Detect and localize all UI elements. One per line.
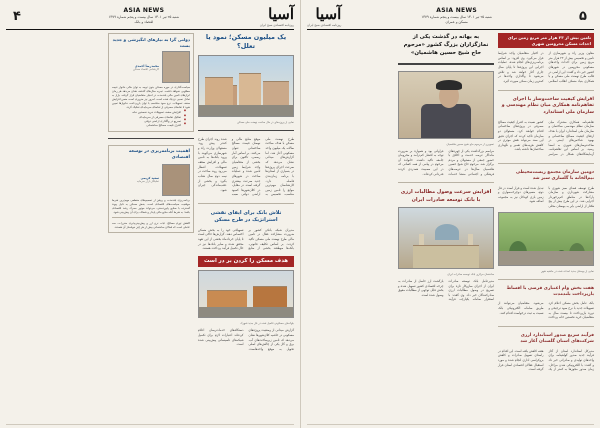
opinion2-author: سعید کریمی [140, 176, 159, 181]
masthead-left [307, 5, 594, 30]
center-main-body: مراسم بزرگداشت یکی از چهره‌های ماندگار عرصه خدمت و اخلاق با حضور جمعی از مسئولان و مردم برگزار شد. مرحوم حاج شیخ حسین هاشمیان سال‌ها در عرصه‌های فرهنگی و اجتماعی منشا خدمات فراوانی بود و همواره بر ضرورت توجه به اقشار کم‌درآمد و محرومان جامعه تاکید داشت. خانواده آن مرحوم در پیامی از همه کسانی که در این مصیبت همدردی کردند قدردانی کرده‌اند. [398, 148, 494, 176]
left-photo-caption: نمایی از بوستان جدید احداث شده در حاشیه شهر [541, 269, 594, 273]
left-story4-body: بانک عامل بخش مسکن اعلام کرد تسهیلات جدید با نرخ سود ترجیحی و دوره بازپرداخت تا بیست سال به متقاضیان خرید نخستین خانه پرداخت می‌شود. متقاضیان می‌توانند از طریق سامانه الکترونیکی بانک نسبت به ثبت درخواست اقدام کنند. [498, 301, 594, 320]
opinion1-points [112, 110, 186, 127]
issue-line-left: شنبه ۲۵ تیر ۱۴۰۱ سال بیست و پنجم شماره ۱۳۷۹ [421, 15, 492, 20]
hero-photo [198, 55, 294, 117]
left-top-red-headline: تامین بیش از ۲۳ هزار متر مربع زمین برای احداث مسکن محرومین شهری [498, 33, 594, 48]
issue-line-right: شنبه ۲۵ تیر ۱۴۰۱ سال بیست و پنجم شماره ۱۳۷۹ [108, 15, 180, 20]
center-second-body: مدیرعامل بانک توسعه صادرات ایران از اجرای سازوکار تازه برای تسریع در وصول مطالبات ارزی صادرکنندگان خبر داد. وی گفت: با استقرار سامانه یکپارچه، فرآیند بازگشت ارز حاصل از صادرات به چرخه اقتصادی کشور تسهیل شده و بخش قابل توجهی از مطالبات معوق وصول شده است. [398, 278, 494, 302]
page-number-left: ۵ [579, 8, 587, 24]
hero-body: طرح نهضت ملی مسکن با هدف ساخت سالانه یک میلیون واحد مسکونی آغاز شد، اما گزارش‌های میدانی نشان می‌دهد که سرعت اجرای پروژه‌ها در بسیاری از استان‌ها با برنامه زمان‌بندی فاصله دارد. کارشناسان مهم‌ترین موانع را تامین زمین مناسب، تخصیص به موقع منابع مالی و نوسان قیمت مصالح ساختمانی عنوان می‌کنند. بر اساس آمار رسمی، تاکنون برای بخشی از متقاضیان واجد شرایط زمین تامین شده و عملیات ساخت در شهرهای جدید سرعت بیشتری گرفته است. در مقابل، در کلان‌شهرها کمبود اراضی دولتی سبب شده روند اجرای طرح کندتر پیش رود. مسئولان وزارت راه و شهرسازی می‌گویند با ورود بانک‌ها به تامین مالی و افزایش سقف تسهیلات، انتظار می‌رود روند ساخت در نیمه دوم سال شتاب بگیرد و بخشی از عقب‌ماندگی جبران شود. [198, 136, 294, 197]
brand-left: ASIA NEWS [436, 7, 477, 15]
section-left: مسکن و عمران [445, 20, 468, 25]
right-bottom-body: گزارش میدانی از وضعیت پروژه‌های مسکونی در حاشیه کلان‌شهرها نشان می‌دهد که تامین زیرساخت‌های آب، برق و گاز یکی از چالش‌های اصلی تحویل به موقع واحدهاست. دستگاه‌های خدمات‌رسان اعلام کرده‌اند اعتبارات لازم برای تکمیل شبکه‌های تاسیساتی پیش‌بینی شده است. [198, 328, 294, 351]
center-photo-caption: تصویری از مرحوم حاج شیخ حسین هاشمیان [446, 142, 494, 146]
opinion1-avatar [162, 51, 190, 83]
center-col [398, 33, 494, 428]
section-right: اقتصاد و بانک [134, 20, 154, 25]
opinion2-byline [112, 164, 190, 196]
right-bottom-photo [198, 270, 294, 318]
left-grid [307, 33, 594, 428]
opinion1-body: سیاست‌گذاری در حوزه مسکن بدون توجه به توان مالی خانوار نتیجه مطلوبی نخواهد داشت. تجربه سال‌های گذشته نشان می‌دهد هر زمان ابزارهای تامین مالی بلندمدت در اختیار متقاضیان قرار گرفته، بازار به تعادل نسبی نزدیک شده است. امروز نیز ضروری است ضمن افزایش سقف تسهیلات، نرخ سود متناسب با توان بازپرداخت خانوارها تعیین شود تا تقاضای مصرفی از تقاضای سرمایه‌ای تفکیک گردد. [112, 85, 190, 110]
left-top-body: معاون وزیر راه و شهرسازی از تامین و تخصیص بیش از ۲۳ هزار متر مربع زمین برای احداث واحدهای مسکونی محرومین در شهرهای کشور خبر داد و گفت: این اراضی در قالب طرح نهضت ملی مسکن و با همکاری بنیاد مسکن انقلاب اسلامی در اختیار متقاضیان واجد شرایط قرار می‌گیرد. وی افزود: بر اساس برنامه‌ریزی‌های انجام شده، عملیات اجرایی این پروژه‌ها تا پایان سال جاری آغاز خواهد شد و تلاش می‌شود تا واگذاری واحدها در کمترین زمان ممکن صورت گیرد. [498, 51, 594, 84]
opinion2-avatar [162, 164, 190, 196]
opinion2-body: برنامه‌ریزی بلندمدت و پرهیز از تصمیم‌های مقطعی مهم‌ترین شرط موفقیت سیاست‌های اقتصادی است. بخش مسکن به دلیل پیوند گسترده با صنایع پایین‌دستی، می‌تواند موتور محرک رشد اقتصادی باشد؛ به شرط آنکه منابع مالی پایدار و شفاف برای آن پیش‌بینی شود. [112, 197, 190, 214]
opinion2-box [108, 145, 194, 233]
hero-photo-caption: نمایی از پروژه‌های در حال ساخت نهضت ملی مسکن [237, 120, 294, 124]
center-second-title: افزایش سرعت وصول مطالبات ارزی با بانک توسعه صادرات ایران [400, 189, 492, 203]
paper-sub-left: روزنامه اقتصادی صبح ایران [307, 23, 342, 27]
right-bottom-caption: بلوک‌های مسکونی تکمیل شده در فاز جدید شهرک [240, 322, 294, 326]
brand-right: ASIA NEWS [123, 7, 165, 15]
masthead-info-left [341, 7, 572, 24]
paper-sub-right: روزنامه اقتصادی صبح ایران [259, 23, 294, 27]
right-story2-title: تلاش بانک برای ایفای نقشی استراتژیک در طرح مسکن [210, 210, 282, 224]
opinion1-byline [112, 51, 190, 83]
masthead-right [6, 5, 294, 30]
masthead-info-right [28, 7, 260, 24]
right-hero-col [198, 33, 294, 428]
paper-logo-right: آسیا روزنامه اقتصادی صبح ایران [259, 5, 294, 27]
left-story2-body: تفاهم‌نامه همکاری مشترک میان سازمان نظام مهندسی ساختمان و سازمان ملی استاندارد ایران با هدف ارتقای کیفیت مصالح ساختمانی و بهبود شاخص‌های ایمنی در ساخت‌وسازهای شهری به امضا رسید. بر اساس این تفاهم‌نامه، آزمایشگاه‌های همکار در سراسر کشور نسبت به کنترل کیفیت مصالح مصرفی در پروژه‌های ساختمانی اقدام خواهند کرد. مسئولان دو سازمان تاکید کردند که اجرای دقیق این سند می‌تواند نقش موثری در کاهش هزینه‌های تعمیر و نگهداری ساختمان‌ها داشته باشد. [498, 119, 594, 157]
opinion1-title: دولتی گرا به نیازهای انگیزشی و جدید بست [112, 37, 190, 49]
left-story5-title: فرآیند سریع صدور استاندارد ارزی شرکت‌های استان گلستان آغاز شد [520, 333, 594, 345]
paper-logo-left: آسیا روزنامه اقتصادی صبح ایران [307, 5, 342, 27]
opinion2-title: اهمیت برنامه‌ریزی در توسعه اقتصادی [128, 148, 190, 161]
left-story4-title: هفت بخش وام اعتباری قرضی با اقساط بازپرداخت بلندمدت [506, 285, 594, 298]
left-story2-title: افزایش کیفیت ساخت‌وساز با اجرای تفاهم‌نامه همکاری میان نظام مهندسی و سازمان ملی استاندارد [501, 96, 594, 115]
hero-title: یک میلیون مسکن؛ نمود یا تعلل؟ [205, 33, 287, 51]
left-col-outer [498, 33, 594, 428]
center-portrait-photo [398, 71, 494, 139]
opinion-col [108, 33, 194, 428]
opinion1-box [108, 33, 194, 132]
list-item: ■ تفکیک تقاضای مصرفی از سرمایه‌ای [112, 115, 186, 119]
opinion2-body2: کاهش تورم مصالح، ثبات نرخ ارز و پیش‌بینی‌پذیری مقررات، سه عاملی است که فعالان ساختمانی بیش از هر چیز خواستار آن هستند. [112, 220, 190, 229]
center-main-title: به بهانه در گذشت یکی از نمازگزاران بزرگ کشور «مرحوم حاج شیخ حسین هاشمیان» [403, 34, 489, 57]
opinion1-author: محمدرضا احمدی [134, 63, 159, 68]
opinion1-role: کارشناس اقتصاد مسکن [133, 67, 159, 71]
center-mosque-photo [398, 207, 494, 269]
left-story3-title: دومین سازمان مجتمع زیست‌محیطی نیم‌الخانه با گلسازی سبز شد [516, 169, 594, 182]
opinion2-role: تحلیلگر بازار سرمایه [136, 180, 159, 184]
left-story3-body: طرح توسعه فضای سبز شهری با مشارکت شهرداری و سازمان پارک‌ها در مناطق کم‌برخوردار اجرایی شد. در این طرح بیش از پنج هکتار از اراضی بایر به بوستان محلی تبدیل شده است و قرار است در فاز دوم، مسیرهای دوچرخه‌سواری و زمین بازی کودکان نیز به مجموعه اضافه شود. [498, 185, 594, 209]
center-mosque-caption: ساختمان مرکزی بانک توسعه صادرات ایران [447, 272, 494, 276]
list-item: ■ افزایش سقف تسهیلات خرید نخستین خانه [112, 110, 186, 114]
page-left [300, 0, 600, 428]
right-grid [6, 33, 294, 428]
list-item: ■ کنترل قیمت مصالح ساختمانی [112, 123, 186, 127]
page-number-right: ۴ [13, 8, 21, 24]
list-item: ■ تسریع در واگذاری اراضی دولتی [112, 119, 186, 123]
left-story5-body: مدیرکل استاندارد استان از آغاز فرآیند جدید صدور گواهینامه برای واحدهای تولیدی و صادراتی خبر داد و گفت: با الکترونیکی شدن مراحل، زمان صدور مجوزها به کمتر از یک هفته کاهش یافته است. این اقدام در راستای تسهیل صادرات و کاهش بروکراسی اداری انجام شده و مورد استقبال فعالان اقتصادی استان قرار گرفته است. [498, 348, 594, 372]
right-red-banner: هدف مسکن را کردن بر در است [198, 256, 294, 268]
left-park-photo [498, 212, 594, 266]
right-story2-body: مدیران شبکه بانکی کشور بر ضرورت مشارکت فعال در تامین مالی طرح نهضت ملی مسکن تاکید کردند. بر اساس تکلیف قانونی، بانک‌ها موظفند بخشی از منابع تسهیلاتی خود را به بخش مسکن اختصاص دهند. گزارش‌ها حاکی است تا پایان خردادماه بخشی از این تعهد محقق شده و سایر بانک‌ها نیز در حال تکمیل فرآیند پرداخت هستند. [198, 227, 294, 251]
